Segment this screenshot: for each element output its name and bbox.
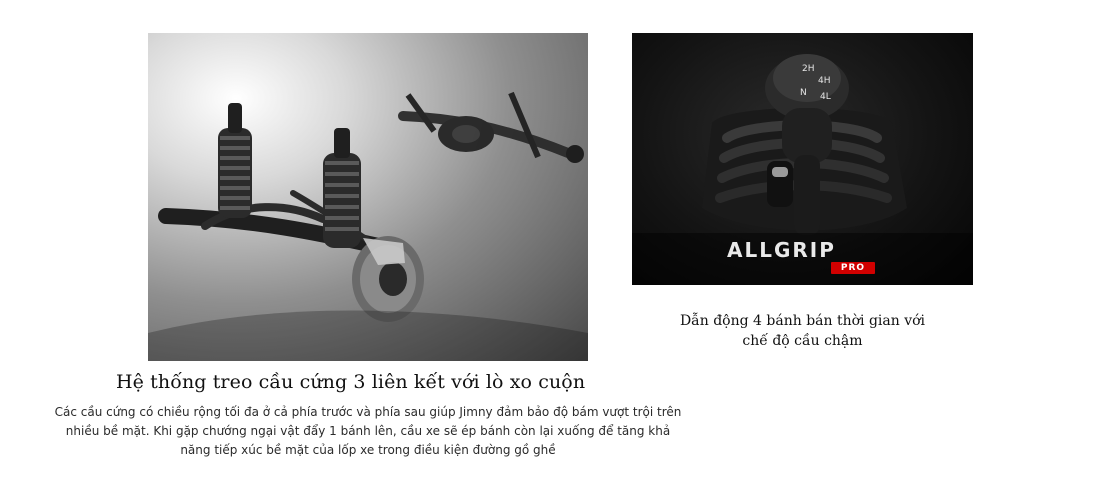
shift-pattern-n: N (800, 88, 807, 98)
feature-card-drivetrain (632, 33, 973, 285)
shift-pattern-4l: 4L (820, 92, 831, 102)
suspension-illustration (148, 33, 588, 361)
shifter-photo (632, 33, 973, 285)
suspension-description: Các cầu cứng có chiều rộng tối đa ở cả phía trước và phía sau giúp Jimny đảm bảo độ bám vượt trội trên nhiều bề mặt. Khi gặp chướng ngại vật đẩy 1 bánh lên, cầu xe sẽ ép bánh còn lại xuống để tăng khả năng tiếp xúc bề mặt của lốp xe trong điều kiện đường gồ ghề (54, 405, 682, 457)
front-spring-left (218, 103, 252, 218)
feature-card-suspension (148, 33, 588, 361)
suspension-title: Hệ thống treo cầu cứng 3 liên kết với lò xo cuộn (116, 371, 586, 393)
release-button (767, 161, 793, 207)
front-spring-right (323, 128, 361, 248)
shifter-illustration (632, 33, 973, 285)
suspension-photo (148, 33, 588, 361)
allgrip-pro-badge: PRO (831, 262, 875, 274)
rear-axle (403, 93, 584, 163)
brake-rotor (352, 236, 424, 322)
drivetrain-caption-line-2: chế độ cầu chậm (742, 333, 863, 349)
shift-pattern-4h: 4H (818, 76, 831, 86)
drivetrain-caption (632, 311, 973, 351)
shift-pattern-2h: 2H (802, 64, 815, 74)
drivetrain-caption-line-1: Dẫn động 4 bánh bán thời gian với (679, 313, 926, 329)
allgrip-wordmark: ALLGRIP (727, 238, 836, 262)
